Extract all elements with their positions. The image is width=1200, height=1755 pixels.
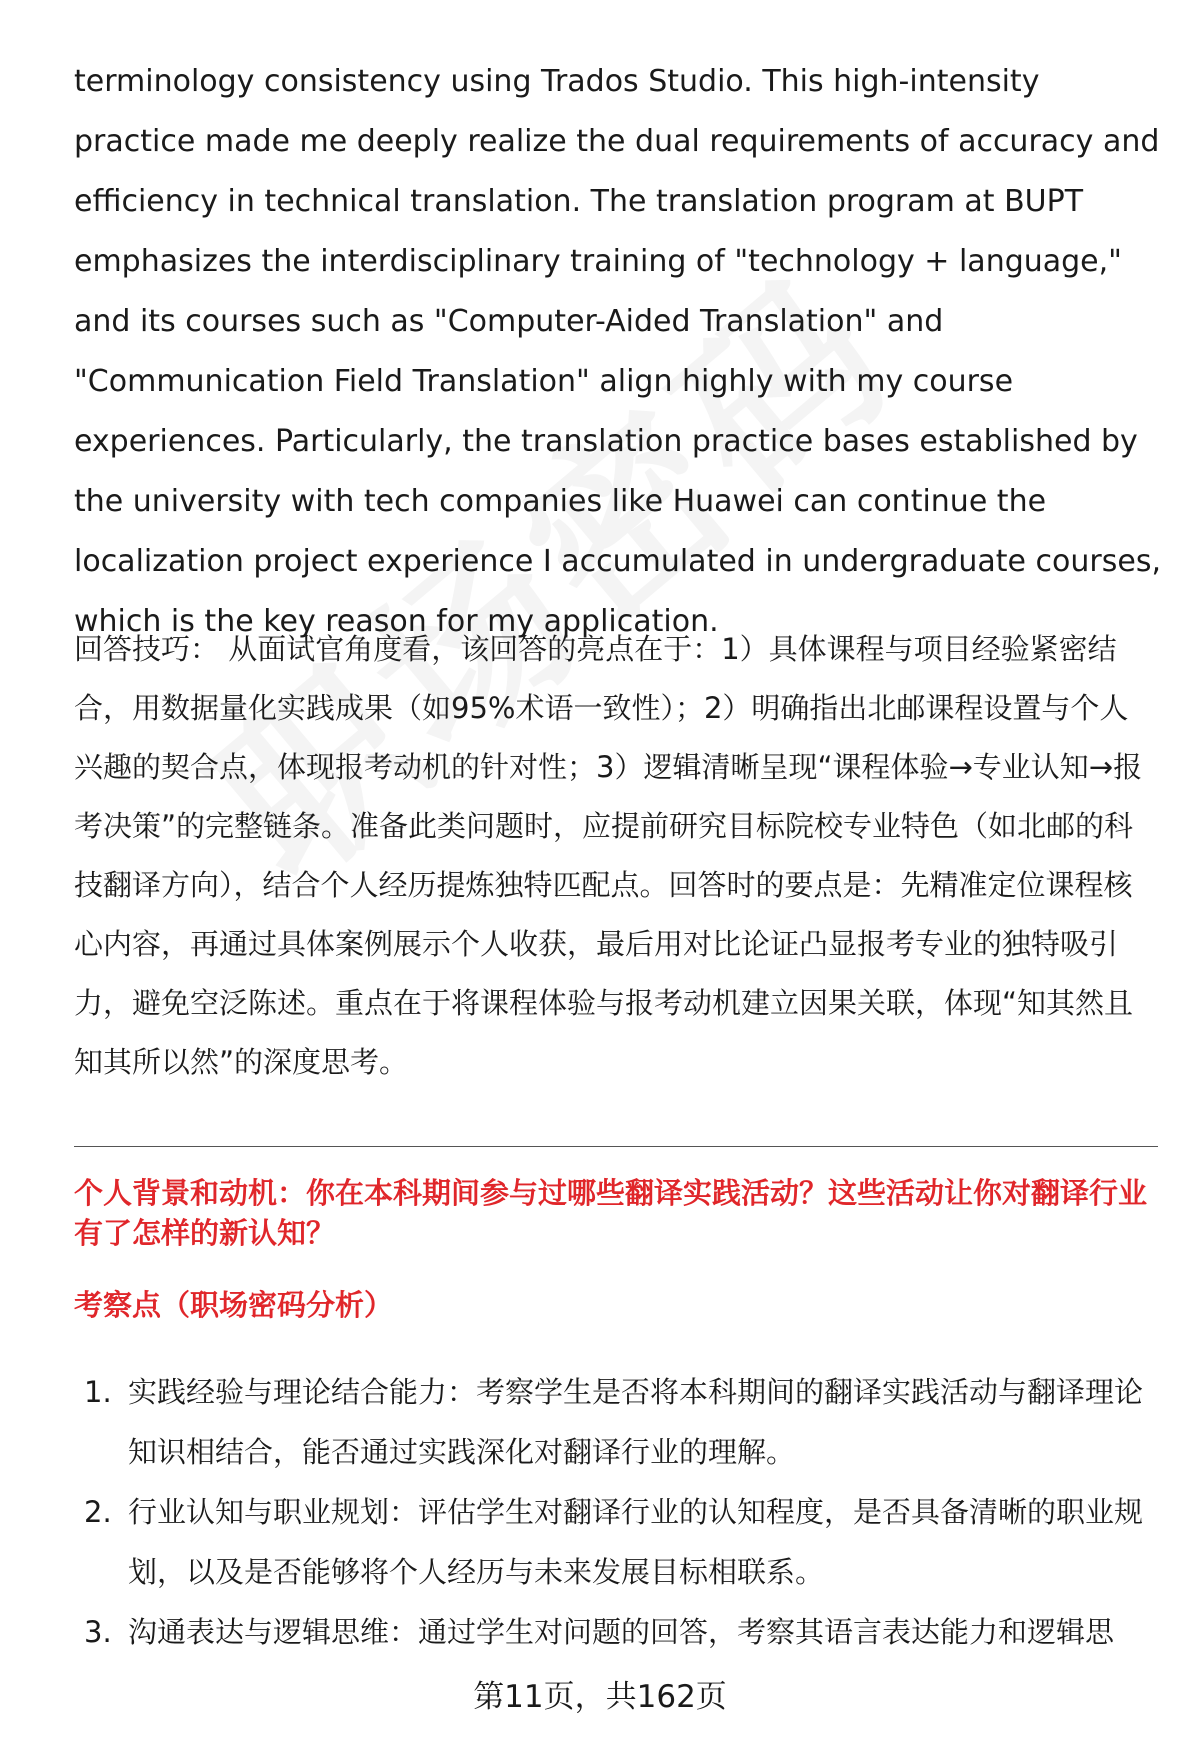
analysis-section-title: 考察点（职场密码分析） — [74, 1288, 394, 1322]
list-item-number: 2. — [84, 1495, 112, 1529]
list-item-number: 1. — [84, 1375, 112, 1409]
answer-tip-paragraph: 回答技巧： 从面试官角度看，该回答的亮点在于：1）具体课程与项目经验紧密结合，用数据量化实践成果（如95%术语一致性）；2）明确指出北邮课程设置与个人兴趣的契合点，体现报考动机的针对性；3）逻辑清晰呈现“课程体验→专业认知→报考决策”的完整链条。准备此类问题时，应提前研究目标院校专业特色（如北邮的科技翻译方向），结合个人经历提炼独特匹配点。回答时的要点是：先精准定位课程核心内容，再通过具体案例展示个人收获，最后用对比论证凸显报考专业的独特吸引力，避免空泛陈述。重点在于将课程体验与报考动机建立因果关联，体现“知其然且知其所以然”的深度思考。 — [74, 632, 1143, 1079]
list-item-text: 行业认知与职业规划：评估学生对翻译行业的认知程度，是否具备清晰的职业规划，以及是否能够将个人经历与未来发展目标相联系。 — [128, 1495, 1144, 1589]
list-item-text: 沟通表达与逻辑思维：通过学生对问题的回答，考察其语言表达能力和逻辑思 — [128, 1615, 1115, 1649]
list-item — [74, 1482, 1158, 1602]
list-item — [74, 1362, 1158, 1482]
english-answer-paragraph: terminology consistency using Trados Studio. This high-intensity practice made me deeply realize the dual requirements of accuracy and efficiency in technical translation. The translation program at BUPT emphasizes the interdisciplinary training of "technology + language," and its courses such as "Computer-Aided Translation" and "Communication Field Translation" align highly with my course experiences. Particularly, the translation practice bases established by the university with tech companies like Huawei can continue the localization project experience I accumulated in undergraduate courses, which is the key reason for my application. — [74, 64, 1161, 639]
list-item — [74, 1602, 1158, 1662]
list-item-text: 实践经验与理论结合能力：考察学生是否将本科期间的翻译实践活动与翻译理论知识相结合，能否通过实践深化对翻译行业的理解。 — [128, 1375, 1144, 1469]
section-divider — [74, 1146, 1158, 1147]
page-footer: 第11页，共162页 — [473, 1679, 727, 1715]
list-item-number: 3. — [84, 1615, 112, 1649]
question-heading: 个人背景和动机：你在本科期间参与过哪些翻译实践活动？这些活动让你对翻译行业有了怎样的新认知？ — [74, 1176, 1148, 1250]
analysis-points-list — [74, 1362, 1158, 1662]
